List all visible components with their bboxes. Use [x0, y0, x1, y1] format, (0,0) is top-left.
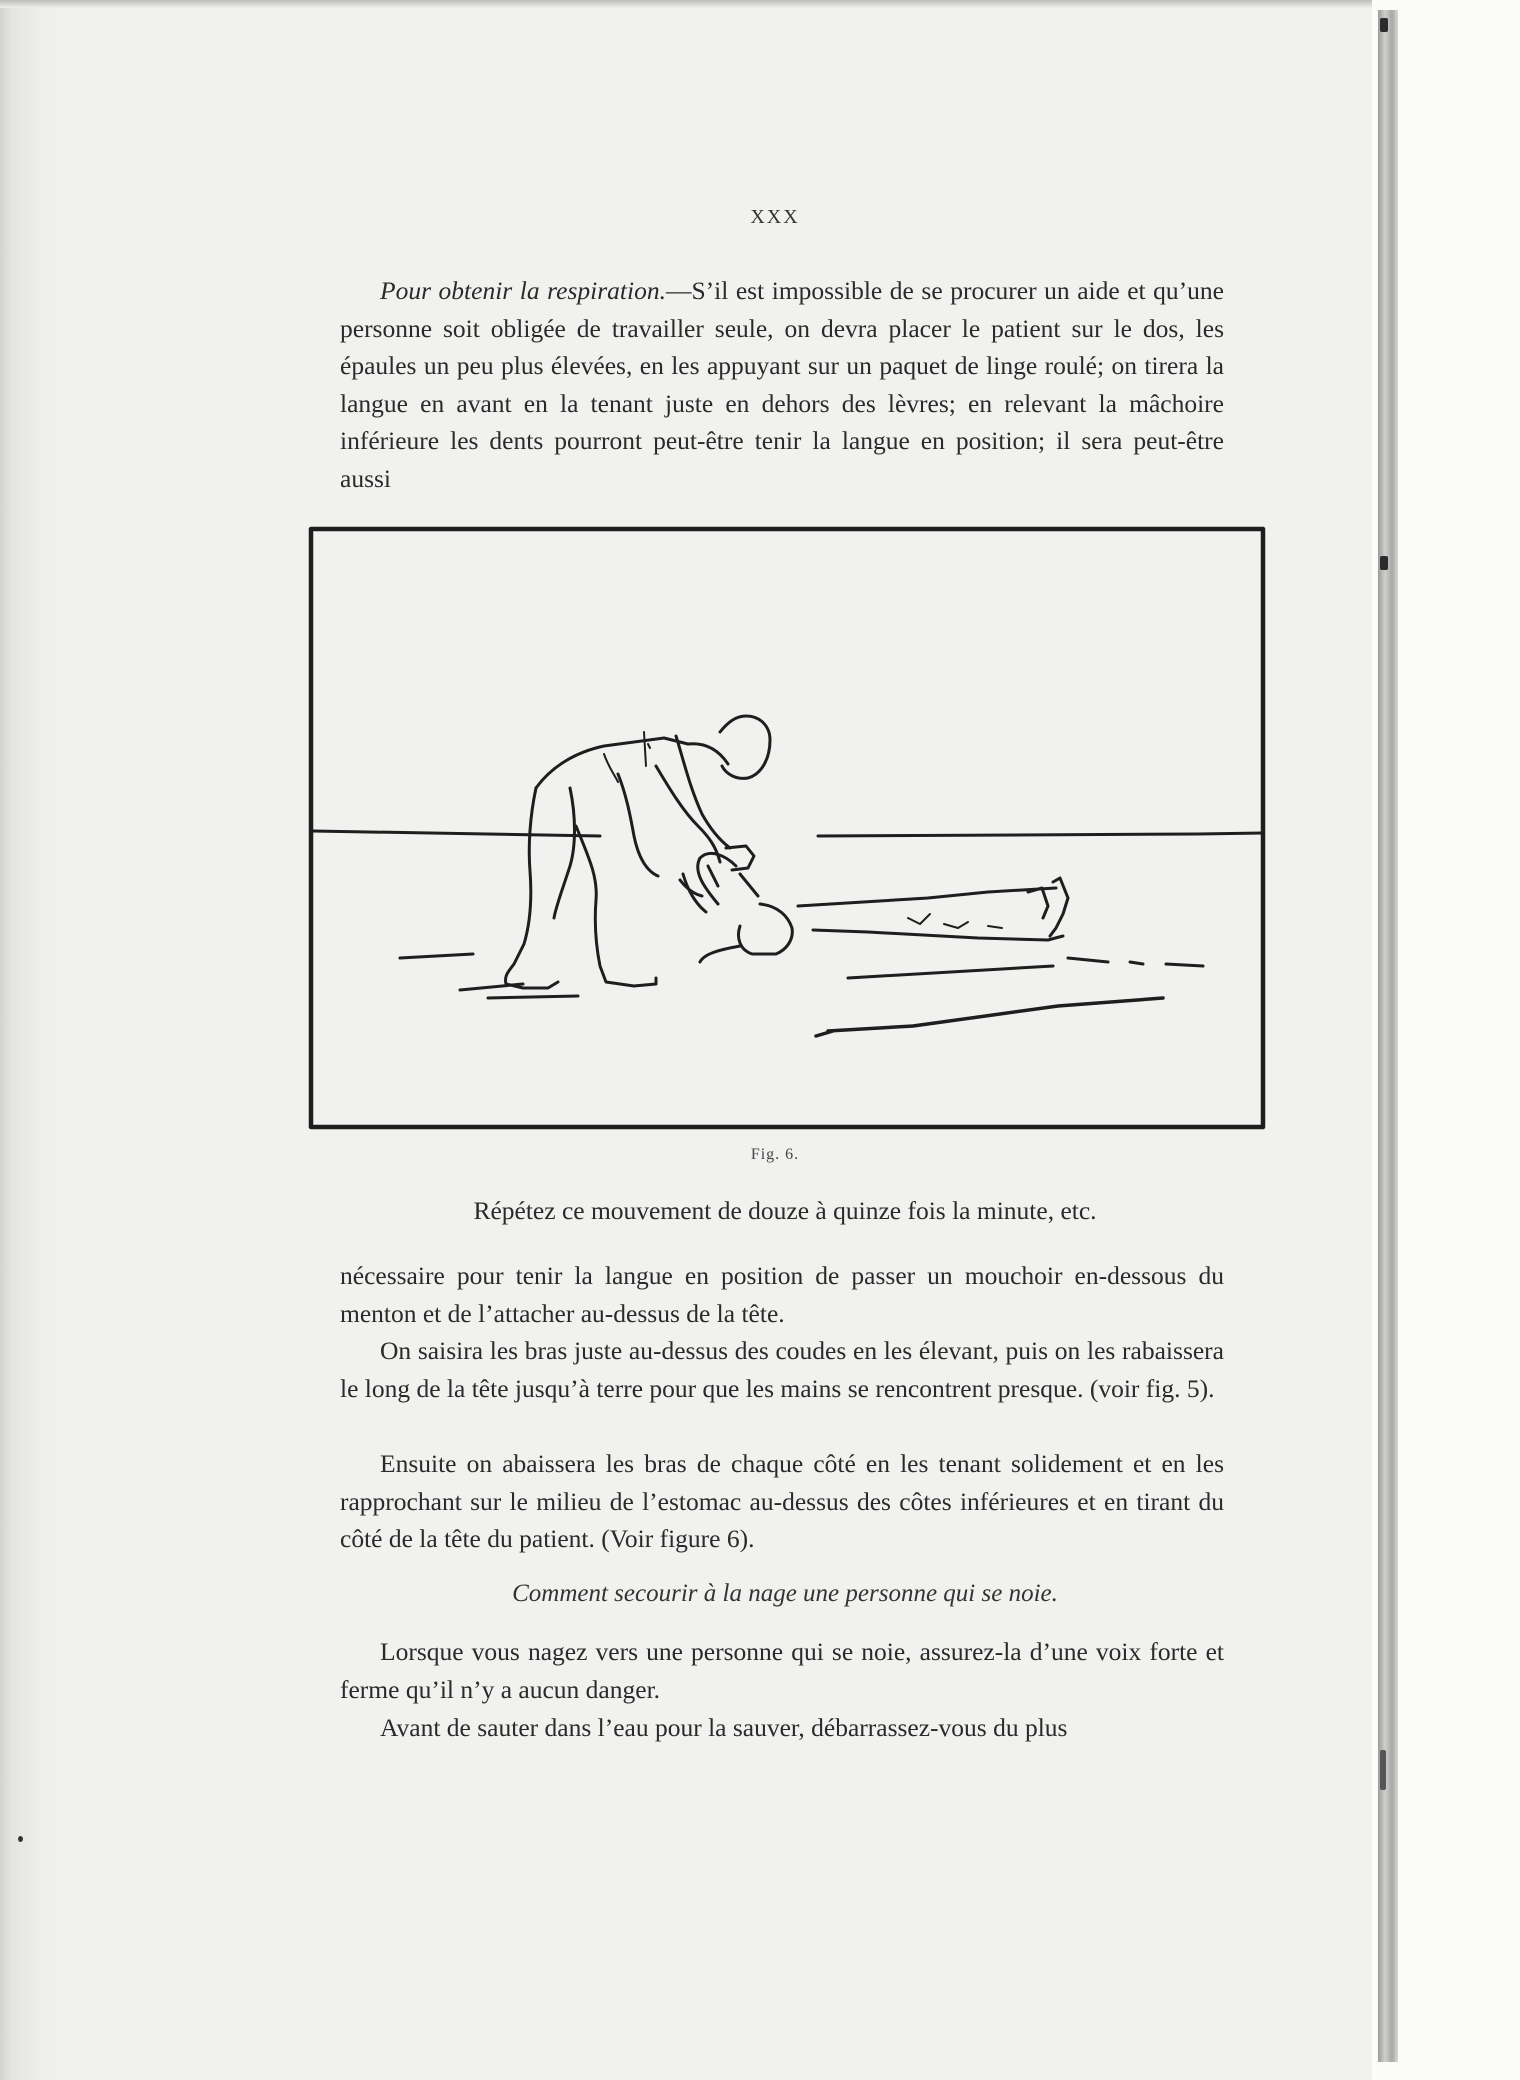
- patient-clothes: [908, 914, 1002, 928]
- patient-shoulder: [700, 946, 740, 962]
- ground-stroke: [400, 954, 578, 998]
- spine-mark: [1380, 18, 1388, 32]
- figure-caption: Fig. 6.: [750, 1146, 800, 1163]
- page-number: XXX: [750, 206, 800, 228]
- patient-arm: [698, 853, 758, 904]
- paragraph: Avant de sauter dans l’eau pour la sauver, débarrassez-vous du plus: [380, 1713, 1068, 1742]
- figure-frame: [311, 529, 1263, 1127]
- intro-text: —S’il est impossible de se procurer un aide et qu’une personne soit obligée de travailler seule, on devra placer le patient sur le dos, les épaules un peu plus élevées, en les appuyant sur un paquet de linge roulé; on tirera la langue en avant en la tenant juste en dehors des lèvres; en relevant la mâchoire inférieure les dents pourront peut-être tenir la langue en position; il sera peut-être aussi: [340, 276, 1224, 493]
- rescuer-head: [688, 716, 770, 778]
- rescuer-shirt-detail: [604, 754, 618, 782]
- rescuer-hands: [726, 846, 754, 870]
- patient-feet: [1028, 878, 1068, 936]
- subheading: Comment secourir à la nage une personne qui se noie.: [512, 1580, 1058, 1607]
- spine-mark: [1380, 556, 1388, 570]
- patient-head: [739, 904, 793, 954]
- intro-paragraph: [340, 272, 1224, 497]
- rescuer-leg: [505, 788, 558, 988]
- figure-6-illustration: [308, 526, 1266, 1130]
- rescuer-leg: [554, 788, 575, 918]
- paragraph: Lorsque vous nagez vers une personne qui se noie, assurez-la d’une voix forte et ferme qu’il n’y a aucun danger.: [340, 1637, 1224, 1704]
- rescuer-shirt-detail: [644, 732, 650, 766]
- page-edge: [0, 0, 60, 2080]
- section-title: Pour obtenir la respiration.: [380, 276, 666, 305]
- rescuer-leg: [576, 826, 656, 986]
- paragraph: nécessaire pour tenir la langue en position de passer un mouchoir en-dessous du menton et de l’attacher au-dessus de la tête.: [340, 1261, 1224, 1328]
- ground-stroke: [1068, 958, 1203, 966]
- ground-stroke: [816, 998, 1163, 1036]
- rescuer-arm: [618, 774, 658, 876]
- figure-text: Répétez ce mouvement de douze à quinze fois la minute, etc.: [473, 1196, 1097, 1225]
- horizon-line: [313, 831, 1263, 836]
- stray-mark: [18, 1836, 23, 1842]
- spine-mark: [1380, 1750, 1386, 1790]
- ground-stroke: [848, 966, 1053, 978]
- paragraph: On saisira les bras juste au-dessus des coudes en les élevant, puis on les rabaissera le long de la tête jusqu’à terre pour que les mains se rencontrent presque. (voir fig. 5).: [340, 1336, 1224, 1403]
- paragraph: Ensuite on abaissera les bras de chaque côté en les tenant solidement et en les rapprochant sur le milieu de l’estomac au-dessus des côtes inférieures et en tirant du côté de la tête du patient. (Voir figure 6).: [340, 1449, 1224, 1553]
- page-top-edge: [0, 0, 1520, 8]
